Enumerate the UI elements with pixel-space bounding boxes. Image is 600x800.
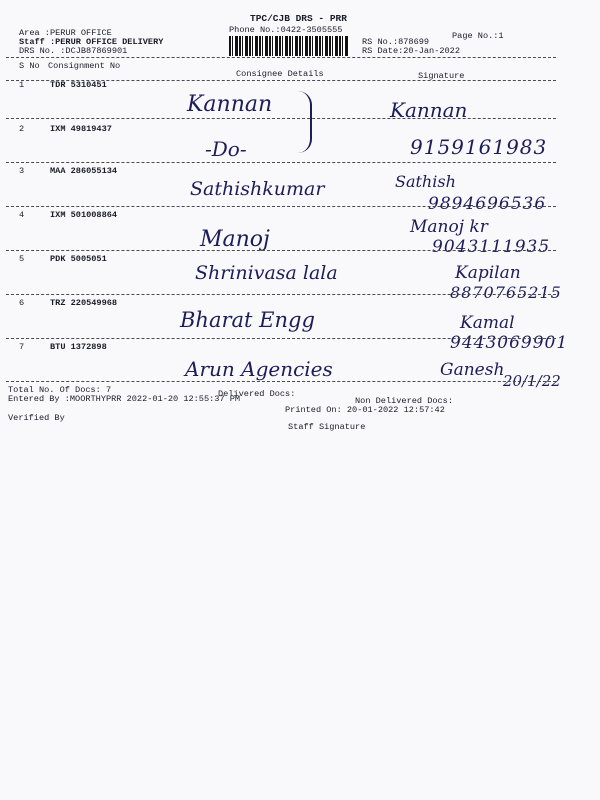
row-consignee-handwritten: Manoj	[200, 227, 270, 252]
row-consignee-handwritten: Arun Agencies	[185, 357, 333, 381]
row-consignee-handwritten: -Do-	[205, 137, 247, 161]
col-header-sno: S No	[19, 61, 40, 71]
row-phone-handwritten: 9443069901	[450, 333, 569, 353]
bracket-mark	[296, 91, 312, 153]
row-phone-handwritten: 9159161983	[410, 135, 548, 159]
row-signature-handwritten: Ganesh	[440, 360, 505, 380]
row-phone-handwritten: 8870765215	[450, 283, 562, 302]
divider	[6, 206, 556, 207]
divider	[6, 294, 556, 295]
row-consignment: MAA 286055134	[50, 166, 118, 176]
row-signature-handwritten: Sathish	[395, 172, 456, 191]
row-consignment: PDK 5005051	[50, 254, 107, 264]
row-consignment: IXM 49819437	[50, 124, 112, 134]
drs-number: DRS No. :DCJB87869901	[19, 46, 128, 56]
divider	[6, 381, 556, 382]
divider	[6, 57, 556, 58]
row-phone-handwritten: 9894696536	[428, 194, 547, 214]
row-consignment: TDR 5310451	[50, 80, 107, 90]
row-consignment: TRZ 220549968	[50, 298, 118, 308]
col-header-consignee: Consignee Details	[236, 69, 324, 79]
entered-by: Entered By :MOORTHYPRR 2022-01-20 12:55:37 PM	[8, 394, 241, 404]
divider	[6, 338, 556, 339]
row-consignee-handwritten: Bharat Engg	[180, 308, 315, 332]
col-header-consignment: Consignment No	[48, 61, 121, 71]
staff-signature: Staff Signature	[288, 422, 366, 432]
area-label: Area :PERUR OFFICE	[19, 28, 112, 38]
row-date-handwritten: 20/1/22	[503, 372, 561, 390]
row-signature-handwritten: Kamal	[460, 313, 515, 333]
row-phone-handwritten: 9043111935	[432, 237, 551, 257]
divider	[6, 250, 556, 251]
row-sno: 1	[19, 80, 25, 90]
rs-number: RS No.:878699	[362, 37, 430, 47]
row-sno: 2	[19, 124, 25, 134]
row-consignment: IXM 501008864	[50, 210, 118, 220]
divider	[6, 162, 556, 163]
phone-number: Phone No.:0422-3505555	[229, 25, 343, 35]
col-header-signature: Signature	[418, 71, 465, 81]
row-sno: 4	[19, 210, 25, 220]
staff-label: Staff :PERUR OFFICE DELIVERY	[19, 37, 164, 47]
row-consignment: BTU 1372898	[50, 342, 107, 352]
row-consignee-handwritten: Shrinivasa lala	[195, 262, 338, 284]
total-docs: Total No. Of Docs: 7	[8, 385, 112, 395]
row-sno: 3	[19, 166, 25, 176]
row-signature-handwritten: Manoj kr	[410, 217, 488, 237]
non-delivered-docs: Non Delivered Docs:	[355, 396, 453, 406]
row-consignee-handwritten: Kannan	[187, 92, 273, 117]
delivered-docs: Delivered Docs:	[218, 389, 296, 399]
document-title: TPC/CJB DRS - PRR	[250, 13, 347, 24]
divider	[6, 118, 556, 119]
row-sno: 7	[19, 342, 25, 352]
row-signature-handwritten: Kapilan	[455, 263, 521, 283]
printed-on: Printed On: 20-01-2022 12:57:42	[285, 405, 445, 415]
rs-date: RS Date:20-Jan-2022	[362, 46, 460, 56]
row-consignee-handwritten: Sathishkumar	[190, 178, 325, 200]
page-number: Page No.:1	[452, 31, 504, 41]
barcode	[229, 36, 349, 56]
row-sno: 5	[19, 254, 25, 264]
row-sno: 6	[19, 298, 25, 308]
verified-by: Verified By	[8, 413, 65, 423]
row-signature-handwritten: Kannan	[390, 98, 468, 122]
